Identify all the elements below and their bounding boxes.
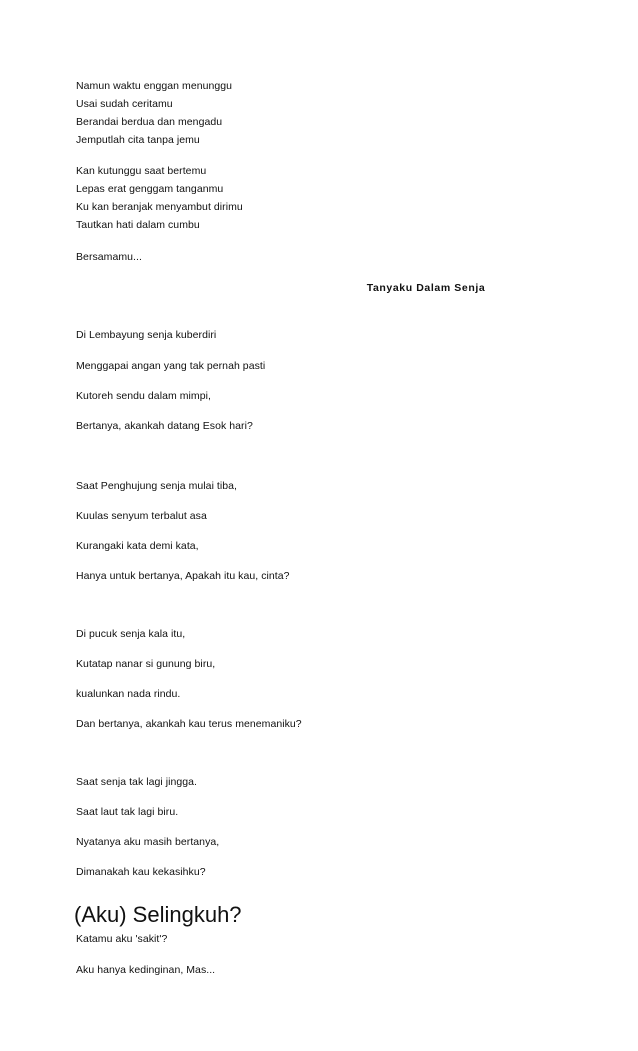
poem1-closing: Bersamamu... bbox=[76, 251, 142, 263]
poem2-title-text: Tanyaku Dalam Senja bbox=[366, 282, 486, 294]
poem3-line: Katamu aku 'sakit'? bbox=[76, 933, 168, 945]
poem2-line: Kurangaki kata demi kata, bbox=[76, 540, 199, 552]
poem1-line: Usai sudah ceritamu bbox=[76, 98, 173, 110]
poem2-line: Kuulas senyum terbalut asa bbox=[76, 510, 207, 522]
poem3-heading: (Aku) Selingkuh? bbox=[74, 902, 242, 927]
poem1-line: Namun waktu enggan menunggu bbox=[76, 80, 233, 92]
poem2-line: Saat laut tak lagi biru. bbox=[76, 806, 179, 818]
poem2-line: Hanya untuk bertanya, Apakah itu kau, cinta? bbox=[76, 570, 290, 582]
poem2-line: Kutoreh sendu dalam mimpi, bbox=[76, 390, 211, 402]
poem2-line: Menggapai angan yang tak pernah pasti bbox=[76, 360, 266, 372]
poem2-line: Di Lembayung senja kuberdiri bbox=[76, 329, 217, 341]
poem2-line: Saat Penghujung senja mulai tiba, bbox=[76, 480, 238, 492]
poem1-line: Jemputlah cita tanpa jemu bbox=[76, 134, 200, 146]
poem1-line: Ku kan beranjak menyambut dirimu bbox=[76, 201, 243, 213]
poem3-line: Aku hanya kedinginan, Mas... bbox=[76, 964, 216, 976]
poem2-line: Bertanya, akankah datang Esok hari? bbox=[76, 420, 253, 432]
poem2-line: Kutatap nanar si gunung biru, bbox=[76, 658, 216, 670]
poem2-line: Nyatanya aku masih bertanya, bbox=[76, 836, 220, 848]
poem2-line: Di pucuk senja kala itu, bbox=[76, 628, 186, 640]
poem2-line: Dimanakah kau kekasihku? bbox=[76, 866, 206, 878]
poem2-title bbox=[0, 282, 638, 294]
poem2-line: Dan bertanya, akankah kau terus menemaniku? bbox=[76, 718, 302, 730]
poem1-line: Lepas erat genggam tanganmu bbox=[76, 183, 224, 195]
poem1-line: Tautkan hati dalam cumbu bbox=[76, 219, 200, 231]
poem2-line: Saat senja tak lagi jingga. bbox=[76, 776, 198, 788]
poem1-line: Berandai berdua dan mengadu bbox=[76, 116, 223, 128]
poem1-line: Kan kutunggu saat bertemu bbox=[76, 165, 207, 177]
poem2-line: kualunkan nada rindu. bbox=[76, 688, 181, 700]
